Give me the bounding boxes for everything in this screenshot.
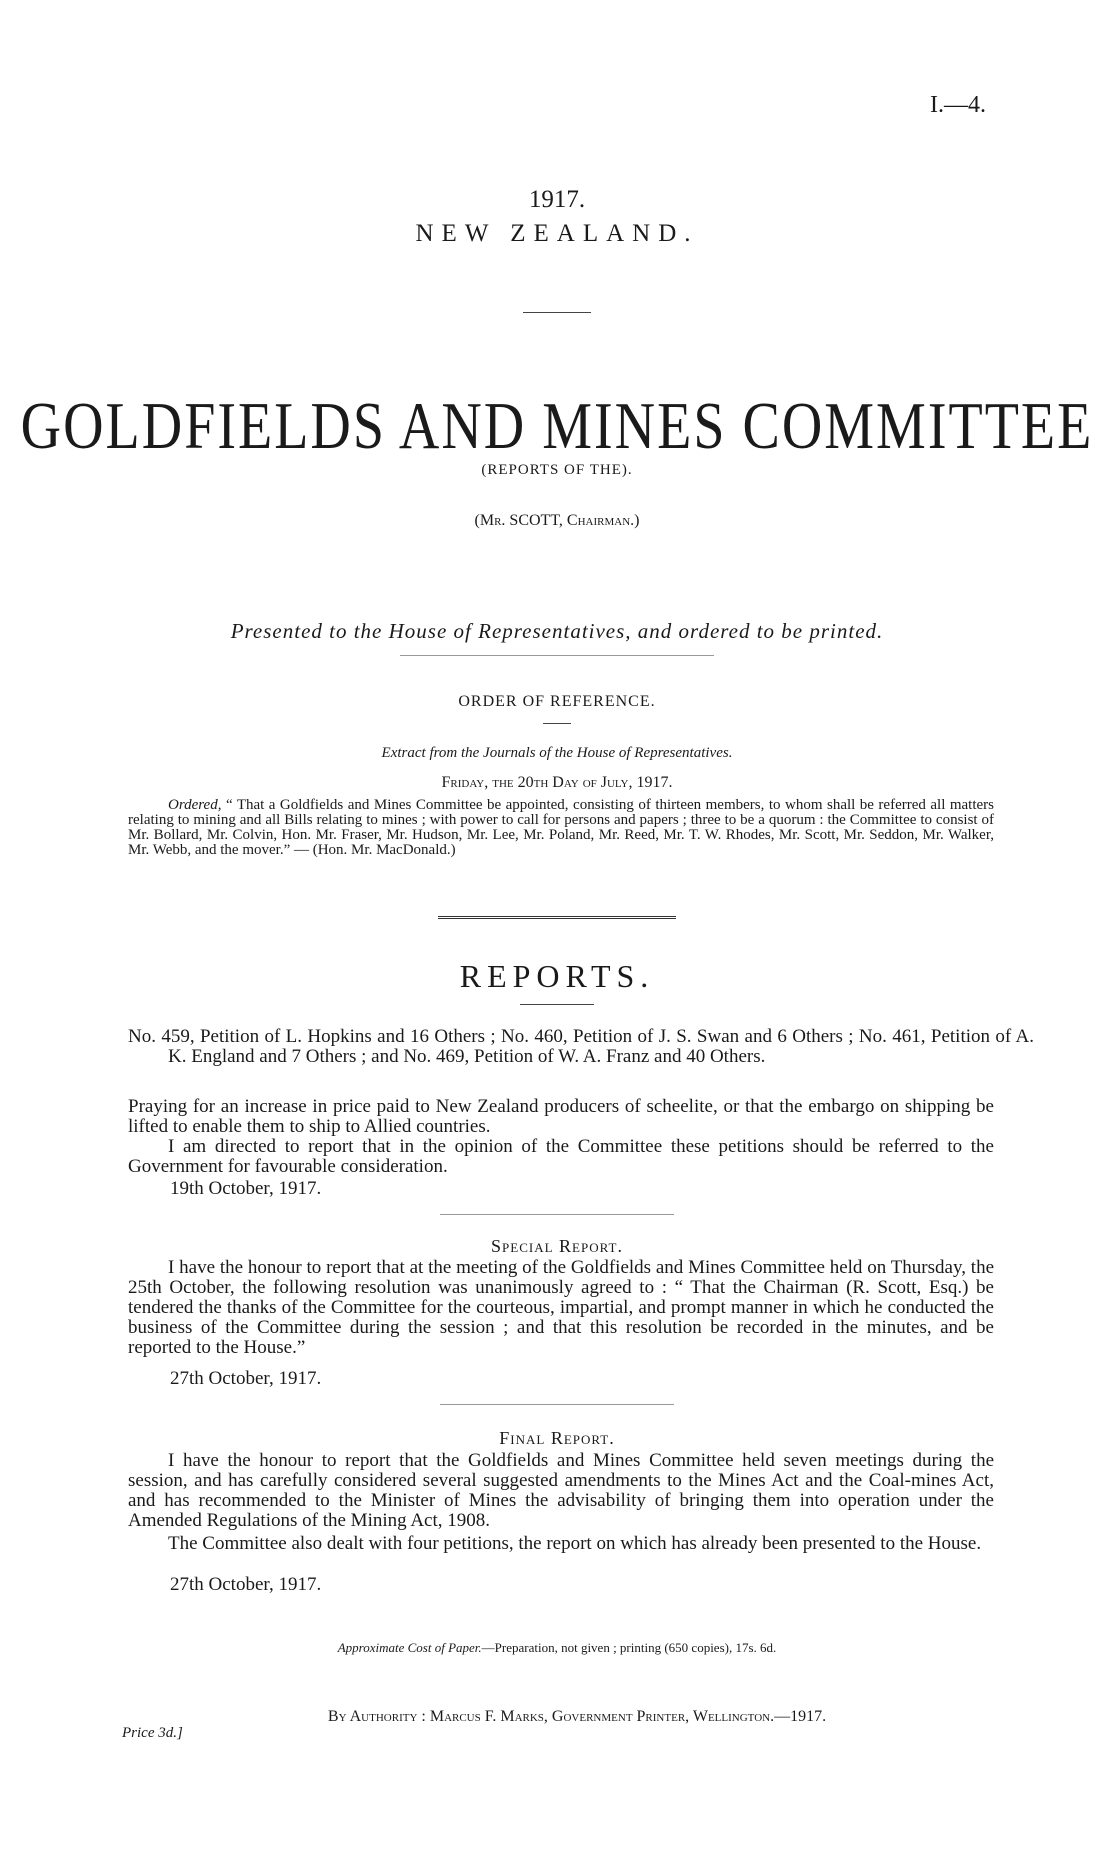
divider [440, 1214, 674, 1215]
year: 1917. [528, 186, 586, 213]
special-report-text: I have the honour to report that at the meeting of the Goldfields and Mines Committee held on Thursday, the 25th October, the following resolution was unanimously agreed to : “ That the Chairman (R. Scott, Esq.) be tendered the thanks of the Committee for the courteous, impartial, and prompt manner in which he conducted the business of the Committee during the session ; and that this resolution be recorded in the minutes, and be reported to the House.” [128, 1257, 994, 1358]
divider [523, 312, 591, 313]
ordered-text: “ That a Goldfields and Mines Committee be appointed, consisting of thirteen members, to whom shall be referred all matters relating to mining and all Bills relating to mines ; with power to call for persons and papers ; three to be a quorum : the Committee to consist of Mr. Bollard, Mr. Colvin, Hon. Mr. Fraser, Mr. Hudson, Mr. Lee, Mr. Poland, Mr. Reed, Mr. T. W. Rhodes, Mr. Scott, Mr. Seddon, Mr. Walker, Mr. Webb, and the mover.” — (Hon. Mr. MacDonald.) [128, 797, 994, 858]
cost-label: Approximate Cost of Paper. [337, 1640, 482, 1655]
document-title: GOLDFIELDS AND MINES COMMITTEE [20, 389, 1094, 464]
directed-paragraph: I am directed to report that in the opinion of the Committee these petitions should be referred to the Government for favourable consideration. [128, 1136, 994, 1177]
final-report-text: I have the honour to report that the Goldfields and Mines Committee held seven meetings during the session, and has carefully considered several suggested amendments to the Mines Act and the Coal-mines Act, and has recommended to the Minister of Mines the advisability of bringing them into operation under the Amended Regulations of the Mining Act, 1908. [128, 1450, 994, 1531]
country: NEW ZEALAND. [415, 220, 699, 247]
cost-text: —Preparation, not given ; printing (650 copies), 17s. 6d. [481, 1640, 777, 1655]
final-report-text-continued: The Committee also dealt with four petitions, the report on which has already been presented to the House. [168, 1533, 982, 1554]
report-date: 19th October, 1917. [170, 1178, 322, 1199]
chairman-line: (Mr. SCOTT, Chairman.) [474, 512, 640, 529]
presented-line: Presented to the House of Representatives, and ordered to be printed. [230, 619, 884, 643]
page-reference: I.—4. [930, 92, 986, 118]
final-report-date: 27th October, 1917. [170, 1574, 322, 1595]
divider [520, 1004, 594, 1005]
divider [543, 723, 571, 724]
double-divider [438, 916, 676, 919]
printer-authority: By Authority : Marcus F. Marks, Government Printer, Wellington.—1917. [327, 1708, 827, 1725]
final-report-heading: Final Report. [499, 1428, 615, 1448]
special-report-heading: Special Report. [491, 1236, 623, 1256]
order-date: Friday, the 20th Day of July, 1917. [441, 774, 673, 791]
special-report-date: 27th October, 1917. [170, 1368, 322, 1389]
petitions-list: No. 459, Petition of L. Hopkins and 16 Others ; No. 460, Petition of J. S. Swan and 6 Others ; No. 461, Petition of A. K. England and 7 Others ; and No. 469, Petition of W. A. Franz and 40 Others. [128, 1026, 1034, 1067]
journal-extract: Extract from the Journals of the House of Representatives. [381, 745, 733, 761]
reports-heading: REPORTS. [459, 958, 655, 994]
price: Price 3d.] [122, 1725, 183, 1741]
divider [400, 655, 714, 656]
praying-paragraph: Praying for an increase in price paid to New Zealand producers of scheelite, or that the embargo on shipping be lifted to enable them to ship to Allied countries. [128, 1096, 994, 1137]
divider [440, 1404, 674, 1405]
document-subtitle: (REPORTS OF THE). [481, 462, 633, 478]
order-paragraph [128, 798, 994, 858]
cost-of-paper [0, 1640, 1114, 1656]
order-of-reference-heading: ORDER OF REFERENCE. [458, 693, 656, 710]
ordered-label: Ordered, [168, 797, 222, 813]
